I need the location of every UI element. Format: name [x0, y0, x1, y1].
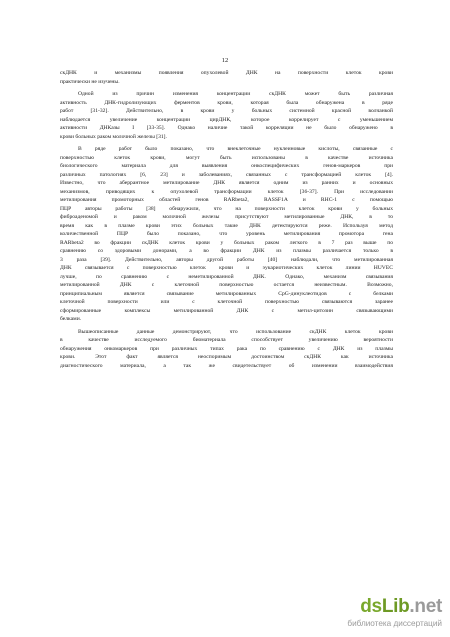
text-line: ПЦР авторы работы [38] обнаружили, что на поверхности клеток крови у больных: [60, 205, 393, 212]
logo-net: .net: [409, 596, 442, 617]
text-line: Одной из причин изменения концентрации скДНК может быть различная: [78, 91, 393, 97]
text-line: поверхностью клеток крови, могут быть использованы в качестве источника: [60, 154, 393, 161]
text-line: диагностического материала, а так же свидетельствует об изменении взаимодействия: [60, 362, 393, 369]
text-line: в качестве исследуемого биоматериала способствует увеличению вероятности: [60, 337, 393, 343]
text-line: сформированные комплексы метилированной ДНК с метил-цитозин связывающими: [60, 307, 393, 314]
page-number: 12: [221, 57, 229, 64]
watermark-subtitle: библиотека диссертаций: [347, 619, 442, 628]
text-line: крови. Этот факт является неоспоримым достоинством скДНК как источника: [60, 354, 393, 360]
text-line: различных патологиях [6, 23] и заболеваниях, связанных с трансформацией клеток [4].: [60, 171, 393, 178]
text-line: лучше, по сравнению с неметилированной ДНК. Однако, механизм связывания: [60, 273, 393, 280]
text-line: практически не изучены.: [60, 78, 120, 85]
text-line: обнаружения онкомаркеров при различных типах рака по сравнению с ДНК из плазмы: [60, 345, 393, 352]
text-line: количественной ПЦР было показано, что уровень метилирования промотора гена: [60, 231, 393, 237]
text-line: метилирования промоторных областей генов RARbeta2, RASSF1A и RHC-1 с помощью: [60, 197, 393, 203]
text-line: биологического материала для выявления онкоспецифических генов-маркеров при: [60, 163, 393, 169]
body-text: [60, 69, 393, 370]
text-line: сравнению со здоровыми донорами, а во фракции ДНК из плазмы различается только в: [60, 248, 393, 254]
text-line: ДНК связывается с поверхностью клеток крови и эукариотических клеток линии HUVEC: [60, 265, 393, 271]
text-line: механизмов, приводящих к опухолевой трансформации клеток [36-37]. При исследовании: [60, 188, 393, 195]
text-line: RARbeta2 во фракции скДНК клеток крови у больных раком легкого в 7 раз выше по: [60, 239, 393, 246]
text-line: активность ДНК-гидролизующих ферментов крови, которая была обнаружена в ряде: [60, 99, 393, 106]
text-line: работ [31-32]. Действительно, в крови у больных системной красной волчанкой: [60, 108, 393, 114]
text-line: метилированной ДНК с клеточной поверхностью остается неизвестным. Возможно,: [60, 282, 393, 288]
text-line: белками.: [60, 316, 82, 322]
text-line: принципиальным является связывание метилированных CpG-динуклеотидов с белками: [60, 290, 393, 297]
text-line: время как в плазме крови этих больных такие ДНК детектируются реже. Используя метод: [60, 222, 393, 229]
text-line: клеточной поверхности или с клеточной поверхностью связываются заранее: [60, 299, 393, 305]
text-line: наблюдается увеличение концентрации цирДНК, которое коррелирует с уменьшением: [60, 116, 393, 123]
watermark[interactable]: [346, 596, 442, 632]
text-line: В ряде работ было показано, что внеклеточные нуклеиновые кислоты, связанные с: [78, 146, 393, 152]
text-line: 3 раза [39]. Действительно, авторы другой работы [40] наблюдали, что метилированная: [60, 256, 393, 263]
text-line: скДНК и механизмы появления опухолевой ДНК на поверхности клеток крови: [60, 70, 393, 76]
text-line: фиброаденомой и раком молочной железы присутствуют метилированные ДНК, в то: [60, 214, 393, 220]
text-line: активности ДНКазы I [33-35]. Однако наличие такой корреляции не было обнаружено в: [60, 125, 393, 131]
text-line: Вышеописанные данные демонстрируют, что использование скДНК клеток крови: [78, 328, 393, 335]
logo-ds: ds: [360, 596, 382, 617]
dslib-logo: [360, 596, 442, 618]
text-line: крови больных раком молочной железы [31].: [60, 133, 167, 140]
logo-lib: Lib: [381, 596, 410, 617]
text-line: Известно, что аберрантное метилирование ДНК является одним из ранних и основных: [60, 180, 393, 186]
